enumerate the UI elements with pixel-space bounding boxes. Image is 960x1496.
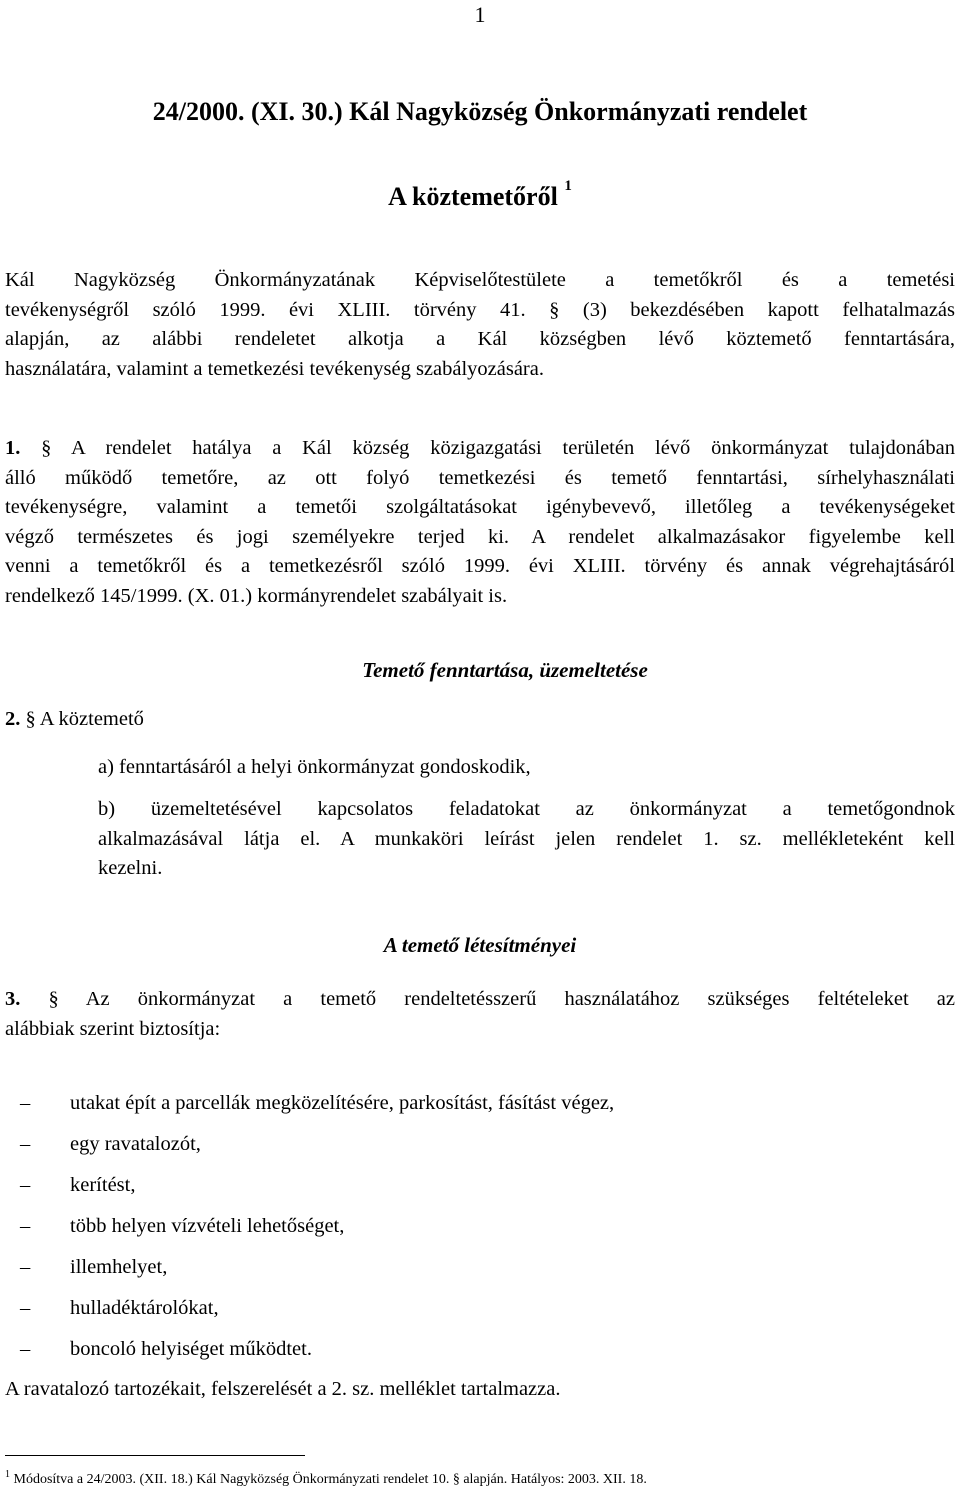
item-a-text: a) fenntartásáról a helyi önkormányzat gondoskodik, — [98, 756, 531, 778]
list-item-text: illemhelyet, — [70, 1256, 168, 1278]
list-item-text: egy ravatalozót, — [70, 1133, 201, 1155]
list-item-text: hulladéktárolókat, — [70, 1297, 219, 1319]
preamble-line: alapján, az alábbi rendeletet alkotja a Kál községben lévő köztemető fenntartására, — [5, 328, 955, 350]
list-dash: – — [20, 1297, 31, 1319]
section-1-line: tevékenységre, valamint a temetői szolgáltatásokat igénybevevő, illetőleg a tevékenységeket — [5, 496, 955, 518]
footnote — [5, 1469, 647, 1488]
footnote-number: 1 — [5, 1469, 10, 1480]
footnote-ref: 1 — [564, 178, 572, 194]
list-dash: – — [20, 1256, 31, 1278]
document-subtitle — [0, 178, 960, 212]
section-2-text: § A köztemető — [25, 708, 144, 730]
list-item — [20, 1256, 167, 1279]
section-1-number: 1. — [5, 437, 21, 459]
heading-temeto-fenntartasa: Temető fenntartása, üzemeltetése — [362, 658, 648, 682]
section-3-line — [5, 985, 955, 1015]
page-number: 1 — [474, 2, 486, 27]
heading-temeto-letesitmenyei: A temető létesítményei — [383, 933, 577, 957]
list-item — [20, 1133, 201, 1156]
section-1-text: § A rendelet hatálya a Kál község közigazgatási területén lévő önkormányzat tulajdonában — [41, 437, 955, 459]
section-1-line: rendelkező 145/1999. (X. 01.) kormányrendelet szabályait is. — [5, 584, 508, 607]
footnote-divider — [5, 1455, 305, 1456]
section-1-line: venni a temetőkről és a temetkezésről szóló 1999. évi XLIII. törvény és annak végrehajtásáról — [5, 555, 955, 577]
preamble — [5, 266, 955, 384]
section-2-number: 2. — [5, 708, 21, 730]
item-b-line: kezelni. — [98, 857, 163, 879]
list-item-text: több helyen vízvételi lehetőséget, — [70, 1215, 345, 1237]
section-3-number: 3. — [5, 988, 21, 1010]
section-1-line: végző természetes és jogi személyekre terjed ki. A rendelet alkalmazásakor figyelembe kell — [5, 525, 955, 548]
list-dash: – — [20, 1133, 31, 1155]
list-item — [20, 1092, 614, 1115]
list-dash: – — [20, 1174, 31, 1196]
list-dash: – — [20, 1338, 31, 1360]
section-1 — [5, 434, 955, 611]
section-2-item-a — [98, 753, 955, 783]
list-dash: – — [20, 1215, 31, 1237]
subtitle-text: A köztemetőről — [388, 182, 558, 211]
preamble-line: használatára, valamint a temetkezési tevékenység szabályozására. — [5, 357, 544, 380]
list-item — [20, 1215, 344, 1238]
list-item — [20, 1174, 135, 1197]
footnote-text: Módosítva a 24/2003. (XII. 18.) Kál Nagyközség Önkormányzati rendelet 10. § alapján. Hatályos: 2003. XII. 18. — [13, 1472, 647, 1487]
section-2-intro — [5, 708, 144, 731]
document-title: 24/2000. (XI. 30.) Kál Nagyközség Önkormányzati rendelet — [152, 97, 808, 126]
section-2-item-b — [98, 795, 955, 884]
preamble-line: Kál Nagyközség Önkormányzatának Képviselőtestülete a temetőkről és a temetési — [5, 269, 955, 291]
section-3-line: alábbiak szerint biztosítja: — [5, 1017, 221, 1040]
list-item-text: boncoló helyiséget működtet. — [70, 1338, 312, 1360]
section-1-line: álló működő temetőre, az ott folyó temetkezési és temető fenntartási, sírhelyhasználati — [5, 466, 955, 489]
section-3-text: § Az önkormányzat a temető rendeltetésszerű használatához szükséges feltételeket az — [48, 988, 955, 1010]
preamble-line: tevékenységről szóló 1999. évi XLIII. törvény 41. § (3) bekezdésében kapott felhatalmazás — [5, 298, 955, 321]
section-3-closing: A ravatalozó tartozékait, felszerelését a 2. sz. melléklet tartalmazza. — [5, 1378, 561, 1400]
list-dash: – — [20, 1092, 31, 1114]
list-item-text: utakat épít a parcellák megközelítésére, parkosítást, fásítást végez, — [70, 1092, 615, 1114]
section-3 — [5, 985, 955, 1044]
list-item — [20, 1338, 312, 1361]
section-1-line — [5, 434, 955, 464]
list-item — [20, 1297, 219, 1320]
list-item-text: kerítést, — [70, 1174, 136, 1196]
item-b-line: b) üzemeltetésével kapcsolatos feladatokat az önkormányzat a temetőgondnok — [98, 798, 955, 820]
item-b-line: alkalmazásával látja el. A munkaköri leírást jelen rendelet 1. sz. mellékleteként kell — [98, 827, 955, 850]
